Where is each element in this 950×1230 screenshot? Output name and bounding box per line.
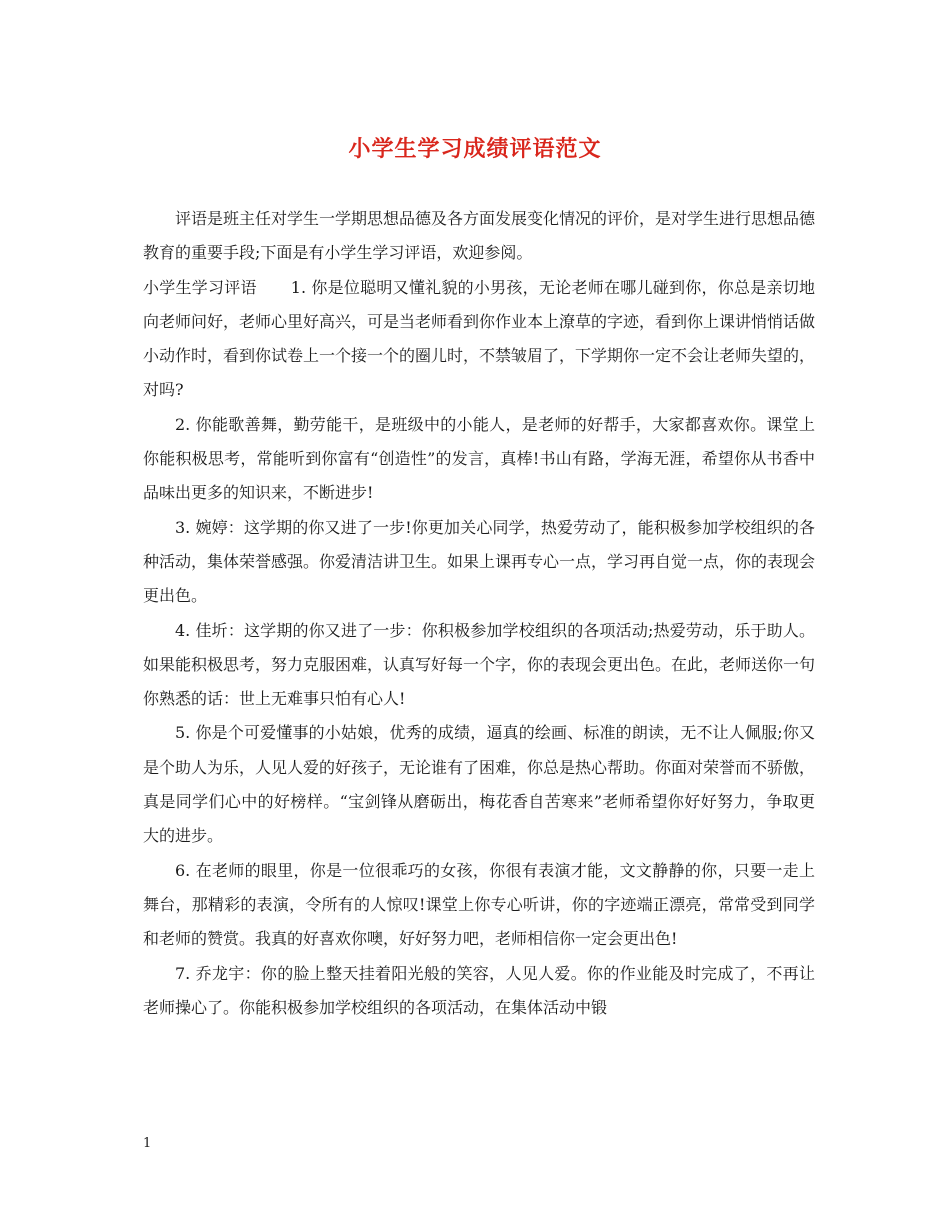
section-label: 小学生学习评语 <box>143 277 257 297</box>
document-title: 小学生学习成绩评语范文 <box>348 137 602 162</box>
item-paragraph-3: 3. 婉婷：这学期的你又进了一步!你更加关心同学，热爱劳动了，能积极参加学校组织的各种活动，集体荣誉感强。你爱清洁讲卫生。如果上课再专心一点，学习再自觉一点，你的表现会更出色。 <box>143 517 816 606</box>
item-text-1: 1. 你是位聪明又懂礼貌的小男孩，无论老师在哪儿碰到你，你总是亲切地向老师问好，老师心里好高兴，可是当老师看到你作业本上潦草的字迹，看到你上课讲悄悄话做小动作时，看到你试卷上一个接一个的圈儿时，不禁皱眉了，下学期你一定不会让老师失望的，对吗? <box>143 277 816 400</box>
item-paragraph-6: 6. 在老师的眼里，你是一位很乖巧的女孩，你很有表演才能，文文静静的你，只要一走上舞台，那精彩的表演，令所有的人惊叹!课堂上你专心听讲，你的字迹端正漂亮，常常受到同学和老师的赞赏。我真的好喜欢你噢，好好努力吧，老师相信你一定会更出色! <box>143 860 815 949</box>
item-paragraph-1 <box>143 271 815 408</box>
item-paragraph-2: 2. 你能歌善舞，勤劳能干，是班级中的小能人，是老师的好帮手，大家都喜欢你。课堂上你能积极思考，常能听到你富有“创造性”的发言，真棒!书山有路，学海无涯，希望你从书香中品味出更多的知识来，不断进步! <box>143 414 815 503</box>
item-paragraph-5: 5. 你是个可爱懂事的小姑娘，优秀的成绩，逼真的绘画、标准的朗读，无不让人佩服;你又是个助人为乐，人见人爱的好孩子，无论谁有了困难，你总是热心帮助。你面对荣誉而不骄傲，真是同学们心中的好榜样。“宝剑锋从磨砺出，梅花香自苦寒来”老师希望你好好努力，争取更大的进步。 <box>143 723 816 846</box>
intro-paragraph: 评语是班主任对学生一学期思想品德及各方面发展变化情况的评价，是对学生进行思想品德教育的重要手段;下面是有小学生学习评语，欢迎参阅。 <box>143 209 816 263</box>
item-paragraph-4: 4. 佳圻：这学期的你又进了一步：你积极参加学校组织的各项活动;热爱劳动，乐于助人。如果能积极思考，努力克服困难，认真写好每一个字，你的表现会更出色。在此，老师送你一句你熟悉的话：世上无难事只怕有心人! <box>143 620 816 709</box>
item-paragraph-7: 7. 乔龙宇：你的脸上整天挂着阳光般的笑容，人见人爱。你的作业能及时完成了，不再让老师操心了。你能积极参加学校组织的各项活动，在集体活动中锻 <box>143 963 815 1017</box>
page-number: 1 <box>143 1136 152 1151</box>
document-body <box>143 202 815 1025</box>
